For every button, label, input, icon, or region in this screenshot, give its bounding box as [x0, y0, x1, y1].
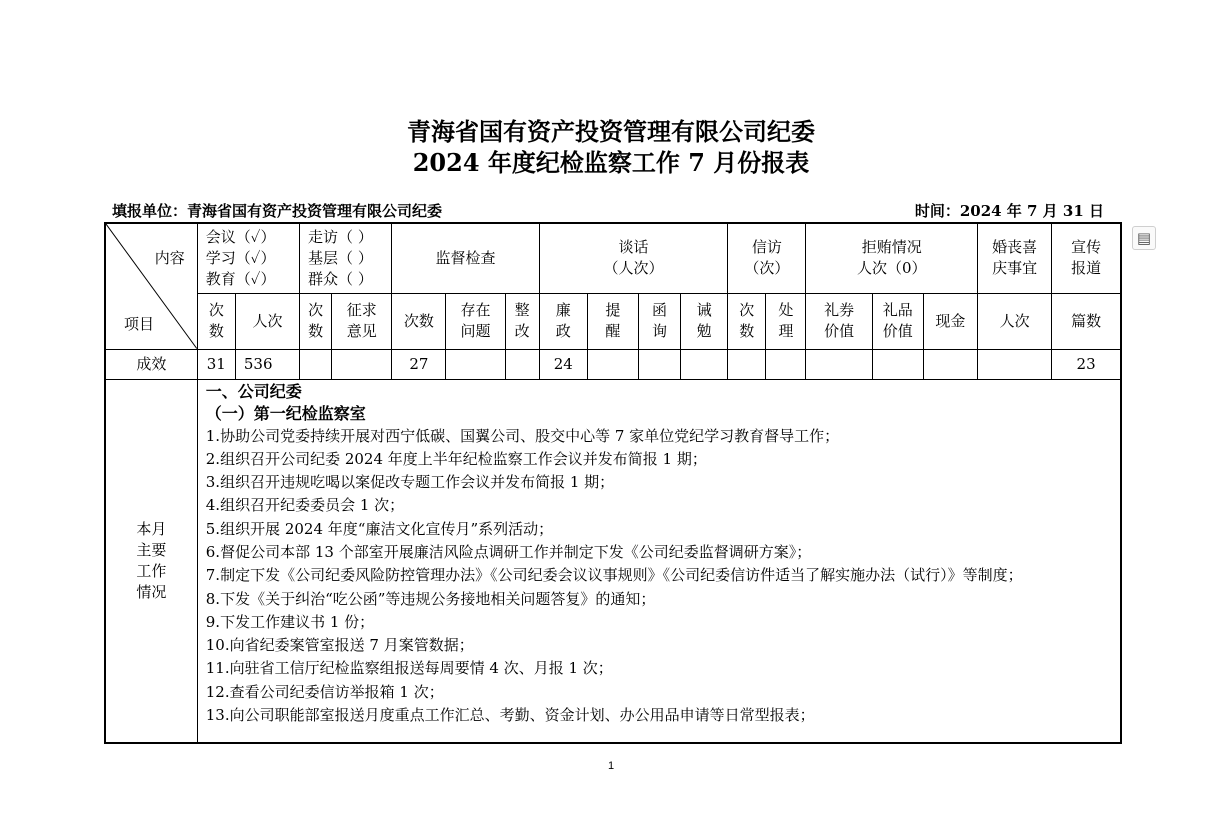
petition-header: 信访 （次） [728, 223, 806, 293]
reader-mode-icon[interactable]: ▤ [1132, 226, 1156, 250]
list-item: 1.协助公司党委持续开展对西宁低碳、国翼公司、股交中心等 7 家单位党纪学习教育督导工作； [205, 426, 840, 445]
visit-header: 走访（ ） 基层（ ） 群众（ ） [300, 223, 392, 293]
list-item: 11.向驻省工信厅纪检监察组报送每周要情 4 次、月报 1 次； [205, 659, 613, 678]
visit-count-value [300, 349, 332, 379]
talk-admonish-value [681, 349, 728, 379]
list-item: 5.组织开展 2024 年度“廉洁文化宣传月”系列活动； [205, 519, 554, 538]
bribe-cash-header: 现金 [923, 293, 977, 349]
supervision-fix-header: 整 改 [505, 293, 539, 349]
list-item: 12.查看公司纪委信访举报箱 1 次； [205, 682, 444, 701]
petition-count-value [728, 349, 766, 379]
list-item: 4.组织召开纪委委员会 1 次； [205, 496, 405, 515]
results-label: 成效 [105, 349, 197, 379]
talk-letter-value [639, 349, 681, 379]
supervision-count-value: 27 [392, 349, 446, 379]
meeting-count-header: 次 数 [197, 293, 235, 349]
corner-cell [105, 223, 197, 349]
supervision-fix-value [505, 349, 539, 379]
section-heading: 一、公司纪委 [205, 381, 302, 401]
publicity-articles-value: 23 [1052, 349, 1121, 379]
bribe-coupon-header: 礼券 价值 [806, 293, 872, 349]
talk-admonish-header: 诫 勉 [681, 293, 728, 349]
narrative-row [105, 379, 1121, 743]
wedding-people-value [977, 349, 1051, 379]
petition-count-header: 次 数 [728, 293, 766, 349]
report-title-line2: 2024 年度纪检监察工作 7 月份报表 [412, 148, 810, 177]
supervision-problem-header: 存在 问题 [446, 293, 505, 349]
list-item: 8.下发《关于纠治“吃公函”等违规公务接地相关问题答复》的通知； [205, 589, 656, 608]
list-item: 7.制定下发《公司纪委风险防控管理办法》《公司纪委会议议事规则》《公司纪委信访件适当了解实施办法（试行）》等制度； [205, 566, 1023, 585]
talk-lianzheng-value: 24 [539, 349, 587, 379]
supervision-count-header: 次数 [392, 293, 446, 349]
list-item: 2.组织召开公司纪委 2024 年度上半年纪检监察工作会议并发布简报 1 期； [205, 449, 707, 468]
supervision-header: 监督检查 [392, 223, 539, 293]
visit-count-header: 次 数 [300, 293, 332, 349]
meeting-header: 会议（✓） 学习（✓） 教育（✓） [197, 223, 299, 293]
list-item: 6.督促公司本部 13 个部室开展廉洁风险点调研工作并制定下发《公司纪委监督调研方案》； [205, 542, 812, 561]
header-row [105, 223, 1121, 293]
list-item: 9.下发工作建议书 1 份； [205, 612, 375, 631]
supervision-problem-value [446, 349, 505, 379]
petition-handle-header: 处 理 [766, 293, 806, 349]
petition-handle-value [766, 349, 806, 379]
page-number: 1 [607, 760, 615, 772]
wedding-people-header: 人次 [977, 293, 1051, 349]
narrative-content [197, 379, 1121, 743]
wedding-header: 婚丧喜 庆事宜 [977, 223, 1051, 293]
subsection-heading: （一）第一纪检监察室 [205, 403, 366, 423]
bribe-gift-value [872, 349, 923, 379]
talk-lianzheng-header: 廉 政 [539, 293, 587, 349]
meeting-people-header: 人次 [235, 293, 299, 349]
list-item: 10.向省纪委案管室报送 7 月案管数据； [205, 636, 474, 655]
subheader-row [105, 293, 1121, 349]
corner-content-label: 内容 [154, 249, 185, 267]
talk-header: 谈话 （人次） [539, 223, 728, 293]
reporting-unit: 填报单位：青海省国有资产投资管理有限公司纪委 [112, 202, 443, 220]
narrative-label: 本月 主要 工作 情况 [105, 379, 197, 743]
meeting-people-value: 536 [235, 349, 299, 379]
bribe-coupon-value [806, 349, 872, 379]
corner-item-label: 项目 [124, 314, 155, 333]
publicity-articles-header: 篇数 [1052, 293, 1121, 349]
report-table [104, 222, 1122, 744]
results-row [105, 349, 1121, 379]
bribe-cash-value [923, 349, 977, 379]
list-item: 13.向公司职能部室报送月度重点工作汇总、考勤、资金计划、办公用品申请等日常型报表； [205, 706, 815, 725]
visit-opinion-header: 征求 意见 [332, 293, 392, 349]
talk-remind-header: 提 醒 [587, 293, 638, 349]
talk-remind-value [587, 349, 638, 379]
publicity-header: 宣传 报道 [1052, 223, 1121, 293]
report-date: 时间：2024 年 7 月 31 日 [914, 202, 1104, 220]
list-item: 3.组织召开违规吃喝以案促改专题工作会议并发布简报 1 期； [205, 473, 615, 492]
visit-opinion-value [332, 349, 392, 379]
report-title-line1: 青海省国有资产投资管理有限公司纪委 [407, 117, 815, 146]
bribe-gift-header: 礼品 价值 [872, 293, 923, 349]
bribe-header: 拒贿情况 人次（0） [806, 223, 977, 293]
talk-letter-header: 函 询 [639, 293, 681, 349]
meeting-count-value: 31 [197, 349, 235, 379]
